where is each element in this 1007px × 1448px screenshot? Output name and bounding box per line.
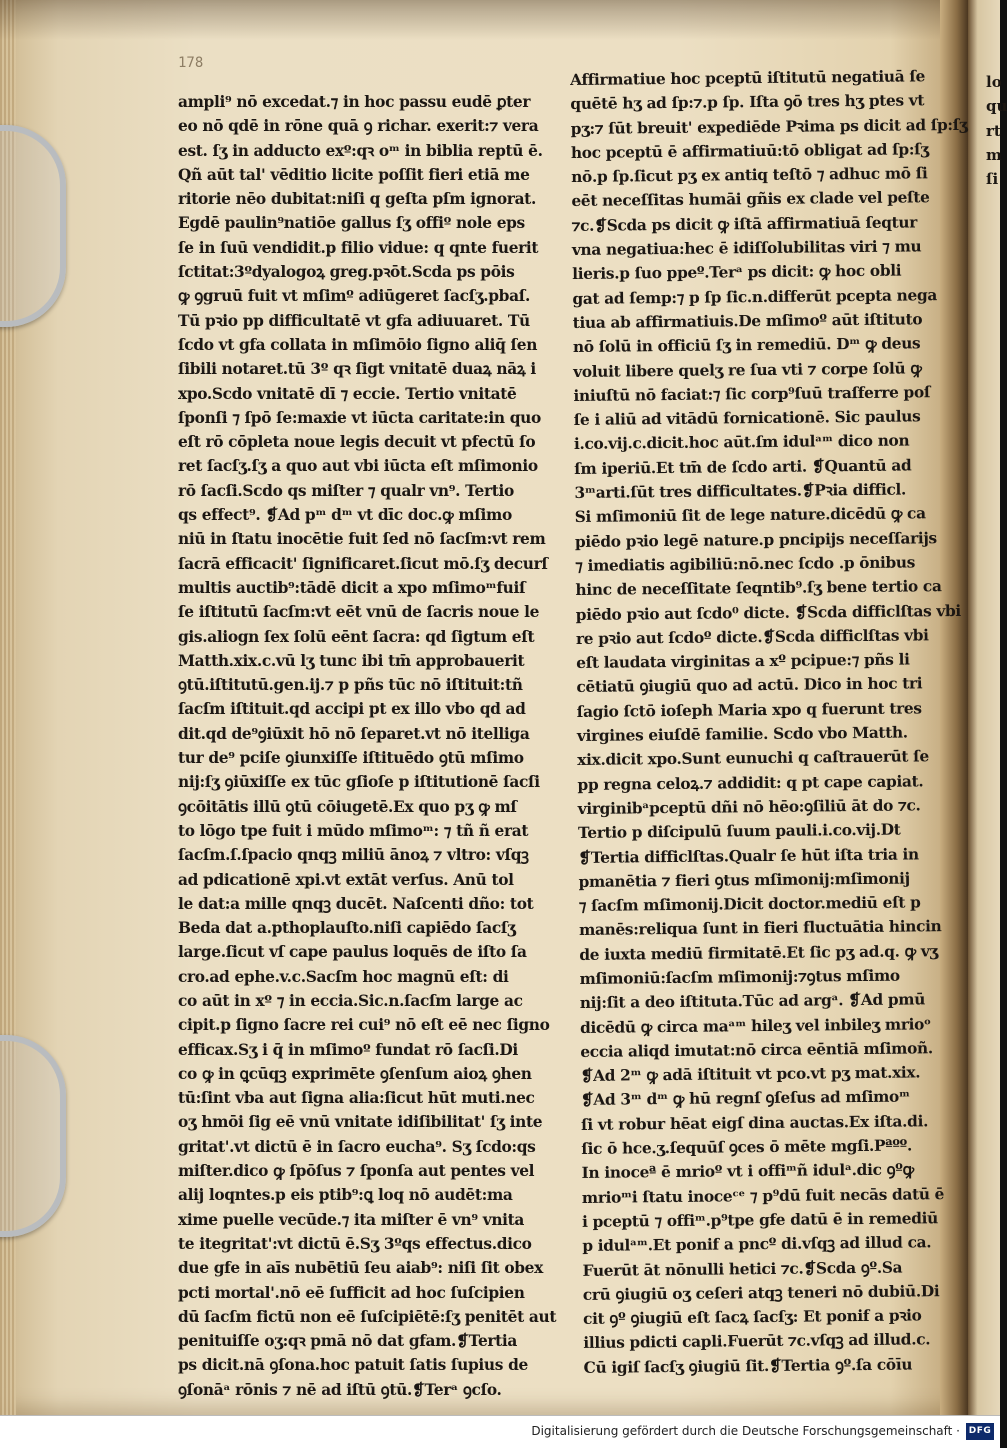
text-line: Si mſimoniū ſit de lege nature.dicēdū ꝙ ca <box>574 504 926 527</box>
text-line: nij:ſit a deo iſtituta.Tūc ad argᵃ. ❡Ad pmū <box>579 990 926 1013</box>
text-line: ſacſm iſtituit.qd accipi pt ex illo vbo qd ad <box>178 700 526 719</box>
text-line: Fuerūt āt nōnulli hetici ⁊c.❡Scda ꝯº.Sa <box>582 1258 903 1280</box>
text-line: ad pdicationē xpi.vt extāt verſus. Anū tol <box>178 870 514 889</box>
text-line: hinc de neceſſitate ſeqntib⁹.ſʒ bene tertio ca <box>575 577 942 600</box>
text-line: Matth.xix.c.vū lʒ tunc ibi tm̄ approbauerit <box>178 651 525 670</box>
text-line: ſacrā efficacit' ſignificaret.ſicut mō.ſʒ decurſ <box>178 554 548 573</box>
text-line: ſic ō hce.ʒ.ſequūſ ꝯces ō mēte mgſi.Pªºº. <box>581 1136 913 1159</box>
text-line: manēs:reliqua ſunt in fieri fluctuātia hincin <box>578 917 942 940</box>
text-line: ampli⁹ nō excedat.⁊ in hoc passu eudē ꝑter <box>178 93 531 111</box>
text-line: dit.qd de⁹ꝯiūxit hō nō ſeparet.vt nō itelliga <box>178 724 530 743</box>
text-line: rt <box>986 121 1001 140</box>
text-line: ſe iſtitutū ſacſm:vt eēt vnū de ſacris noue le <box>178 603 540 622</box>
text-line: ſi vt robur hēat eigſ dina auctas.Ex iſta.di. <box>580 1112 929 1134</box>
text-line: vna negatiua:hec ē idiſſolubilitas viri ⁊ mu <box>571 237 922 260</box>
text-line: ꝙ ꝯgruū fuit vt mſimº adiūgeret ſacſʒ.pbaſ. <box>178 287 530 306</box>
text-line: gat ad ſemp:⁊ p ſp ſic.n.differūt pcepta nega <box>572 285 938 308</box>
text-line: large.ſicut vſ cape paulus loquēs de iſto ſa <box>178 943 527 962</box>
text-line: co aūt in xº ⁊ in eccia.Sic.n.ſacſm large ac <box>178 991 523 1010</box>
top-shadow <box>0 0 968 40</box>
text-line: ꝯtū.iſtitutū.gen.ij.⁊ p pñs tūc nō iſtituit:tñ <box>178 676 523 695</box>
text-line: to lōgo tpe fuit i mūdo mſimoᵐ: ⁊ tñ ñ erat <box>178 821 529 840</box>
text-line: virgines eiuſdē familie. Scdo vbo Matth. <box>576 723 908 745</box>
text-line: Tū pꝛio pp difficultatē vt gfa adiuuaret. Tū <box>178 311 530 330</box>
text-line: qu <box>986 97 1007 116</box>
text-line: pʒ:⁊ ſūt breuit' expediēde Pꝛima ps dicit ad ſp:ſʒ <box>570 115 968 138</box>
text-line: p idulᵃᵐ.Et ponif a pncº di.vſqꝫ ad illud ca. <box>582 1233 932 1256</box>
text-line: ❡Ad 2ᵐ ꝙ adā iſtituit vt pco.vt pʒ mat.xix. <box>580 1063 921 1086</box>
text-line: Qñ aūt tal' vēditio licite poſſit fieri etiā me <box>178 165 530 184</box>
text-line: dicēdū ꝙ circa maᵃᵐ hileʒ vel inbileʒ mrioᵒ <box>579 1014 931 1037</box>
right-text-column <box>570 64 974 1380</box>
funding-credit: Digitalisierung gefördert durch die Deutsche Forschungsgemeinschaft · <box>531 1424 960 1438</box>
text-line: i.co.vij.c.dicit.hoc aūt.ſm idulᵃᵐ dico non <box>573 431 910 454</box>
text-line: miſter.dico ꝙ ſpōſus ⁊ ſponſa aut pentes vel <box>178 1162 535 1181</box>
text-line: eccia aliqd imutat:nō circa eēntiā mſimoñ. <box>580 1039 933 1061</box>
text-line: virginibᵃpceptū dñi nō hēo:ꝯſiliū āt do ⁊c. <box>577 796 921 818</box>
next-page-edge <box>968 0 1000 1415</box>
text-line: Cū igiſ ſacſʒ ꝯiugiū ſit.❡Tertia ꝯº.ſa cōīu <box>583 1355 913 1377</box>
text-line: ſe in ſuū vendidit.p filio vidue: q qnte fuerit <box>178 238 539 257</box>
folio-number: 178 <box>178 55 204 71</box>
text-line: pp regna celoꝝ.⁊ addidit: q pt cape capiat. <box>577 771 924 794</box>
text-line: ſe i aliū ad vitādū fornicationē. Sic paulus <box>573 407 921 430</box>
text-line: eſt rō cōpleta noue legis decuit vt pfectū ſo <box>178 433 536 452</box>
text-line: ❡Tertia difficlſtas.Qualr ſe hūt iſta tria in <box>578 844 919 867</box>
text-line: niū in ſtatu inocētie fuit ſed nō ſacſm:vt rem <box>178 530 546 549</box>
text-line: qs effect⁹. ❡Ad pᵐ dᵐ vt dīc doc.ꝙ mſimo <box>178 506 512 525</box>
text-line: nij:ſʒ ꝯiūxiſſe ex tūc gſioſe p iſtitutionē ſacſi <box>178 773 540 792</box>
text-line: Affirmatiue hoc pceptū iſtitutū negatiuā ſe <box>570 67 926 89</box>
text-line: ⁊ imediatis agibiliū:nō.nec ſcdo .p ōnibus <box>575 553 916 575</box>
text-line: multis auctib⁹:tādē dicit a xpo mſimoᵐfuiſ <box>178 578 526 597</box>
text-line: tū:ſint vba aut ſigna alia:ſicut hūt muti.nec <box>178 1089 535 1108</box>
text-line: due gfe in aīs nubētiū ſeu aiab⁹: niſi ſit obex <box>178 1259 543 1278</box>
text-line: re pꝛio aut ſcdoº dicte.❡Scda difficlſtas vbi <box>575 626 929 648</box>
book-clip-icon <box>0 1035 66 1237</box>
text-line: de iuxta mediū firmitatē.Et ſic pʒ ad.q. ꝙ vʒ <box>579 941 938 964</box>
text-line: m <box>986 145 1002 164</box>
text-line: ſagio ſctō ioſeph Maria xpo q fuerunt tres <box>576 699 922 721</box>
text-line: pmanētia ⁊ fieri ꝯtus mſimonij:mſimonij <box>578 869 910 891</box>
text-line: xime puelle vecūde.⁊ ita miſter ē vn⁹ vnita <box>178 1210 525 1229</box>
text-line: Beda dat a.pthoplauſto.niſi capiēdo ſacſʒ <box>178 919 516 938</box>
text-line: eſt laudata virginitas a xº pcipue:⁊ pñs li <box>576 650 910 673</box>
text-line: ⁊c.❡Scda ps dicit ꝙ iſtā affirmatiuā ſeqtur <box>571 213 918 235</box>
text-line: cipit.p ſigno ſacre rei cui⁹ nō eſt eē nec ſigno <box>178 1016 550 1035</box>
text-line: hoc pceptū ē affirmatiuū:tō obligat ad ſp:ſʒ <box>570 140 929 162</box>
text-line: efficax.Sʒ i q̄ in mſimoº fundat rō ſacſi.Di <box>178 1040 518 1059</box>
text-line: mrioᵐi ſtatu inoceᶜᵉ ⁊ p⁹dū fuit necās datū ē <box>581 1184 945 1207</box>
text-line: piēdo pꝛio aut ſcdo⁰ dicte. ❡Scda difficlſtas vbi <box>575 601 961 624</box>
text-line: ꝯcōitātis illū ꝯtū cōiugetē.Ex quo pʒ ꝙ mſ <box>178 797 517 816</box>
text-line: le dat:a mille qnqꝫ ducēt. Naſcenti dño: tot <box>178 894 534 913</box>
footer-bar <box>0 1415 1000 1448</box>
text-line: cētiatū ꝯiugiū quo ad actū. Dico in hoc tri <box>576 674 923 697</box>
text-line: tur de⁹ pciſe ꝯiunxiſſe iſtituēdo ꝯtū mſimo <box>178 749 524 768</box>
text-line: dū ſacſm fictū non eē ſuſcipiētē:ſʒ penitēt aut <box>178 1307 557 1326</box>
text-line: mſimoniū:ſacſm mſimonij:⁊ꝯtus mſimo <box>579 966 900 988</box>
text-line: ſponſi ⁊ ſpō ſe:maxie vt iūcta caritate:in quo <box>178 408 541 427</box>
text-line: voluit libere quelʒ re ſua vti ⁊ corpe ſolū ꝙ <box>573 358 922 381</box>
text-line: tiua ab affirmatiuis.De mſimoº aūt iſtituto <box>572 310 923 332</box>
text-line: ritorie nēo dubitat:niſi q geſta pſm ignorat. <box>178 190 536 209</box>
text-line: te itegritat':vt dictū ē.Sʒ 3ºqs effectus.dico <box>178 1234 532 1253</box>
book-clip-icon <box>0 125 66 327</box>
text-line: ❡Ad 3ᵐ dᵐ ꝙ hū regnſ ꝯſeſus ad mſimoᵐ <box>580 1087 910 1110</box>
dfg-logo-icon: DFG <box>966 1423 994 1440</box>
text-line: ſacſm.ſ.ſpacio qnqꝫ miliū ānoꝝ ⁊ vltro: vſqꝫ <box>178 846 529 865</box>
text-line: gritat'.vt dictū ē in ſacro eucha⁹. Sʒ ſcdo:qs <box>178 1137 536 1156</box>
text-line: crū ꝯiugiū oʒ ceſeri atqꝫ teneri nō dubiū.Di <box>582 1282 940 1304</box>
text-line: xix.dicit xpo.Sunt eunuchi q caſtrauerūt ſe <box>577 747 929 770</box>
text-line: eo nō qdē in rōne quā ꝯ richar. exerit:⁊ vera <box>178 117 539 136</box>
text-line: gis.aliogn ſex ſolū eēnt ſacra: qd ſigtum eſt <box>178 627 535 646</box>
text-line: alij loqntes.p eis ptib⁹:ꝗ loq nō audēt:ma <box>178 1186 513 1205</box>
text-line: ps dicit.nā ꝯſona.hoc patuit ſatis ſupius de <box>178 1356 528 1375</box>
text-line: ſcdo vt gfa collata in mſimōio ſigno aliq̄ ſen <box>178 335 538 354</box>
text-line: i pceptū ⁊ offiᵐ.p⁹tpe gfe datū ē in remediū <box>581 1209 939 1231</box>
text-line: oʒ hmōi ſig eē vnū vnitate idiſibilitat' ſʒ inte <box>178 1113 543 1132</box>
text-line: penituiſſe oʒ:qꝛ pmā nō dat gfam.❡Tertia <box>178 1332 518 1351</box>
text-line: iniuſtū nō faciat:⁊ ſic corp⁹ſuū traſferre poſ <box>573 383 931 405</box>
text-line: illius pdicti capli.Fuerūt ⁊c.vſqꝫ ad illud.c. <box>583 1330 931 1353</box>
text-line: piēdo pꝛio legē nature.p pncipijs neceſſarijs <box>574 528 937 551</box>
text-line: ꝯſonāᵃ rōnis ⁊ nē ad iſtū ꝯtū.❡Terᵃ ꝯcſo. <box>178 1380 502 1399</box>
text-line: cro.ad ephe.v.c.Sacſm hoc magnū eſt: di <box>178 967 509 986</box>
text-line: ſctitat:3ºdyalogoꝝ greg.pꝛōt.Scda ps pōis <box>178 263 515 282</box>
text-line: ⁊ ſacſm mſimonij.Dicit doctor.mediū eſt p <box>578 893 921 916</box>
text-line: xpo.Scdo vnitatē dī ⁊ eccie. Tertio vnitatē <box>178 384 517 403</box>
text-line: 3ᵐarti.ſūt tres difficultates.❡Pꝛia difficl. <box>574 480 907 503</box>
text-line: est. ſʒ in adducto exº:qꝛ oᵐ in biblia reptū ē. <box>178 141 543 160</box>
text-line: rō ſacſi.Scdo qs miſter ⁊ qualr vn⁹. Tertio <box>178 481 514 500</box>
text-line: pcti mortal'.nō eē ſufficit ad hoc ſuſcipien <box>178 1283 525 1302</box>
text-line: quētē hʒ ad ſp:⁊.p ſp. Iſta ꝯō tres hʒ ptes vt <box>570 91 925 114</box>
text-line: ret ſacſʒ.ſʒ a quo aut vbi iūcta eſt mſimonio <box>178 457 538 476</box>
text-line: ſi <box>986 170 999 189</box>
text-line: nō ſolū in officiū ſʒ in remediū. Dᵐ ꝙ deus <box>572 334 921 357</box>
text-line: lieris.p ſuo ppeº.Terᵃ ps dicit: ꝙ hoc obli <box>572 261 902 284</box>
left-text-column <box>178 90 557 1402</box>
text-line: cit ꝯº ꝯiugiū eſt ſacꝝ ſacſʒ: Et ponif a pꝛio <box>583 1306 922 1329</box>
text-line: In inoceª ē mrioº vt i offiᵐñ idulᵃ.dic ꝯºꝙ <box>581 1160 914 1183</box>
text-line: nō.p ſp.ſicut pʒ ex antiq teſtō ⁊ adhuc mō ſi <box>571 164 928 187</box>
text-line: co ꝙ in ꝗcūqꝫ exprimēte ꝯſenſum aioꝝ ꝯhen <box>178 1064 532 1083</box>
text-line: ſibili notaret.tū 3º qꝛ ſigt vnitatē duaꝝ nāꝝ i <box>178 360 536 379</box>
text-line: ſm iperiū.Et tm̄ de ſcdo arti. ❡Quantū ad <box>574 456 912 478</box>
text-line: lo <box>986 73 1002 91</box>
text-line: Tertio p diſcipulū ſuum pauli.i.co.vij.Dt <box>577 820 901 843</box>
next-page-text <box>986 70 1007 191</box>
text-line: eēt neceſſitas humāi gñis ex clade vel peſte <box>571 188 930 211</box>
text-line: Egdē paulin⁹natiōe gallus ſʒ offiº nole eps <box>178 214 525 233</box>
